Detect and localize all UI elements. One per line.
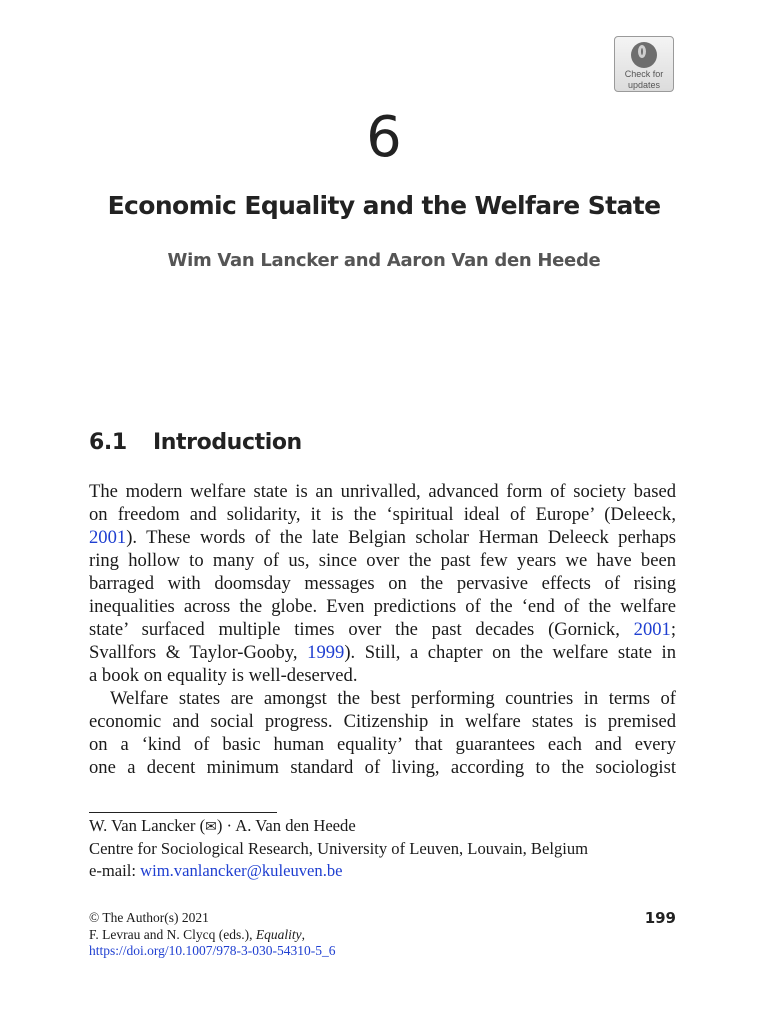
chapter-authors: Wim Van Lancker and Aaron Van den Heede <box>167 250 601 271</box>
citation-link[interactable]: 1999 <box>307 642 345 663</box>
footnote-author-line: W. Van Lancker (✉) · A. Van den Heede <box>89 815 689 838</box>
body-line: Welfare states are amongst the best performing countries in terms of <box>110 688 676 709</box>
body-line: one a decent minimum standard of living, according to the sociologist <box>89 757 676 778</box>
body-line: on a ‘kind of basic human equality’ that guarantees each and every <box>89 734 676 755</box>
chapter-number: 6 <box>366 105 402 170</box>
body-line: on freedom and solidarity, it is the ‘spiritual ideal of Europe’ (Deleeck, <box>89 504 676 525</box>
body-line: barraged with doomsday messages on the pervasive effects of rising <box>89 573 676 594</box>
check-for-updates-icon <box>631 42 657 68</box>
author-footnote <box>89 815 689 882</box>
section-number: 6.1 <box>89 430 127 455</box>
envelope-icon[interactable]: ✉ <box>205 819 217 835</box>
check-for-updates-badge[interactable] <box>614 36 674 92</box>
publication-info <box>89 910 589 960</box>
doi-link[interactable]: https://doi.org/10.1007/978-3-030-54310-5_6 <box>89 943 336 958</box>
chapter-title: Economic Equality and the Welfare State <box>107 191 661 220</box>
body-line: ring hollow to many of us, since over the past few years we have been <box>89 550 676 571</box>
body-line: state’ surfaced multiple times over the past decades (Gornick, 2001; <box>89 619 676 640</box>
body-line: The modern welfare state is an unrivalled, advanced form of society based <box>89 481 676 502</box>
section-title: Introduction <box>153 430 302 455</box>
body-text <box>89 480 676 779</box>
section-heading <box>89 429 689 457</box>
citation-link[interactable]: 2001 <box>89 527 127 548</box>
body-line: inequalities across the globe. Even predictions of the ‘end of the welfare <box>89 596 676 617</box>
body-line: 2001). These words of the late Belgian scholar Herman Deleeck perhaps <box>89 527 676 548</box>
footnote-rule <box>89 812 277 813</box>
badge-label-line1: Check for <box>624 69 664 79</box>
page-number: 199 <box>644 909 676 927</box>
editors-line: F. Levrau and N. Clycq (eds.), Equality, <box>89 926 306 942</box>
footnote-affiliation: Centre for Sociological Research, University of Leuven, Louvain, Belgium <box>89 839 589 858</box>
copyright-line: © The Author(s) 2021 <box>89 910 209 925</box>
body-line: a book on equality is well-deserved. <box>89 665 358 686</box>
body-line: economic and social progress. Citizenship in welfare states is premised <box>89 711 676 732</box>
email-link[interactable]: wim.vanlancker@kuleuven.be <box>140 861 343 880</box>
badge-label-line2: updates <box>627 80 661 90</box>
book-title: Equality <box>255 926 302 942</box>
body-line: Svallfors & Taylor-Gooby, 1999). Still, a chapter on the welfare state in <box>89 642 676 663</box>
footnote-email-line: e-mail: wim.vanlancker@kuleuven.be <box>89 861 343 880</box>
citation-link[interactable]: 2001 <box>633 619 671 640</box>
